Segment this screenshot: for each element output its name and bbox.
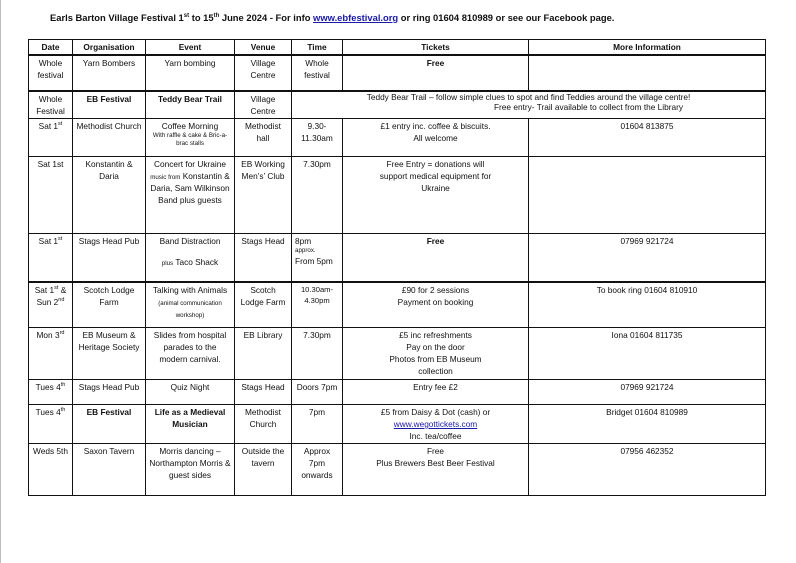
table-row <box>29 91 766 119</box>
title-sup: st <box>183 12 190 19</box>
venue-cell: Village Centre <box>235 55 292 91</box>
venue-cell: EB Library <box>235 328 292 380</box>
time-cell: 9.30-11.30am <box>292 119 343 157</box>
event-note: With raffle & cake & Bric-a-brac stalls <box>152 132 228 148</box>
venue-cell: Stags Head <box>235 234 292 282</box>
event-extra <box>149 256 231 268</box>
date-cell: Whole festival <box>29 55 73 91</box>
date-sup: st <box>54 284 59 291</box>
col-header-organisation: Organisation <box>73 40 146 56</box>
table-row <box>29 234 766 282</box>
organisation-cell: Methodist Church <box>73 119 146 157</box>
venue-cell: EB Working Men’s’ Club <box>235 157 292 234</box>
title-sup: th <box>213 12 220 19</box>
event-cell <box>146 157 235 234</box>
time-cell: 7.30pm <box>292 157 343 234</box>
organisation-cell: EB Festival <box>73 91 146 119</box>
tickets-cell <box>343 282 529 328</box>
table-row <box>29 55 766 91</box>
venue-cell: Methodist hall <box>235 119 292 157</box>
info-cell <box>529 55 766 91</box>
event-cell <box>146 119 235 157</box>
col-header-more-information: More Information <box>529 40 766 56</box>
merged-info-line: Free entry- Trail available to collect from the Library <box>493 101 684 112</box>
date-text: Tues 4 <box>35 382 61 393</box>
date-cell <box>29 119 73 157</box>
tickets-cell: Free <box>343 55 529 91</box>
time-cell: 10.30am-4.30pm <box>292 282 343 328</box>
organisation-cell: EB Festival <box>73 405 146 444</box>
event-cell: Teddy Bear Trail <box>146 91 235 119</box>
date-cell <box>29 282 73 328</box>
col-header-event: Event <box>146 40 235 56</box>
title-text: to 15 <box>189 12 214 23</box>
date-cell <box>29 234 73 282</box>
time-cell: 7pm <box>292 405 343 444</box>
event-title: Coffee Morning <box>161 121 219 132</box>
tickets-text: Photos from EB Museum collection <box>389 354 482 377</box>
tickets-text: £1 entry inc. coffee & biscuits. <box>380 121 491 132</box>
col-header-date: Date <box>29 40 73 56</box>
date-text: Mon 3 <box>36 330 60 341</box>
organisation-cell: Stags Head Pub <box>73 380 146 405</box>
date-cell <box>29 328 73 380</box>
page-edge <box>0 0 1 563</box>
organisation-cell: Konstantin & Daria <box>73 157 146 234</box>
venue-cell: Village Centre <box>235 91 292 119</box>
col-header-venue: Venue <box>235 40 292 56</box>
website-link[interactable]: www.ebfestival.org <box>313 12 399 23</box>
tickets-text: Payment on booking <box>397 296 474 307</box>
time-cell: 7.30pm <box>292 328 343 380</box>
date-cell: Whole Festival <box>29 91 73 119</box>
tickets-text: £5 inc refreshments <box>399 330 472 341</box>
date-sup: st <box>58 236 63 243</box>
event-cell: Morris dancing – Northampton Morris & guest sides <box>146 444 235 496</box>
title-text: June 2024 - For info <box>219 12 314 23</box>
date-text: Sat 1 <box>38 121 59 132</box>
tickets-text: Pay on the door <box>406 342 465 353</box>
date-cell: Sat 1st <box>29 157 73 234</box>
event-title: Konstantin & Daria, Sam Wilkinson Band plus guests <box>150 171 230 206</box>
tickets-text: Plus Brewers Best Beer Festival <box>376 458 495 469</box>
tickets-cell: Free <box>343 234 529 282</box>
organisation-cell: Scotch Lodge Farm <box>73 282 146 328</box>
date-text: Sat 1 <box>34 284 55 295</box>
date-text: Sat 1 <box>38 236 59 247</box>
col-header-time: Time <box>292 40 343 56</box>
time-cell <box>292 234 343 282</box>
date-sup: th <box>60 407 66 414</box>
venue-cell: Stags Head <box>235 380 292 405</box>
title-text: or ring 01604 810989 or see our Facebook page. <box>398 12 615 23</box>
info-cell: Iona 01604 811735 <box>529 328 766 380</box>
venue-cell: Scotch Lodge Farm <box>235 282 292 328</box>
date-sup: st <box>58 121 63 128</box>
tickets-link[interactable]: www.wegottickets.com <box>393 419 478 430</box>
event-cell: Quiz Night <box>146 380 235 405</box>
col-header-tickets: Tickets <box>343 40 529 56</box>
time-note: approx. <box>295 247 316 255</box>
date-cell: Weds 5th <box>29 444 73 496</box>
time-text: From 5pm <box>295 256 333 267</box>
tickets-text: Free Entry = donations will support medical equipment for Ukraine <box>379 159 492 194</box>
tickets-cell <box>343 405 529 444</box>
date-sup: rd <box>59 330 65 337</box>
tickets-text: All welcome <box>413 133 458 144</box>
date-cell <box>29 380 73 405</box>
table-row <box>29 405 766 444</box>
event-cell <box>146 234 235 282</box>
event-cell: Life as a Medieval Musician <box>146 405 235 444</box>
event-note: (animal communication workshop) <box>158 299 222 319</box>
table-row <box>29 157 766 234</box>
time-cell: Approx 7pm onwards <box>292 444 343 496</box>
time-cell: Whole festival <box>292 55 343 91</box>
title-text: Earls Barton Village Festival 1 <box>50 12 184 23</box>
info-cell: To book ring 01604 810910 <box>529 282 766 328</box>
info-cell: 07956 462352 <box>529 444 766 496</box>
info-cell: Bridget 01604 810989 <box>529 405 766 444</box>
time-text: 8pm <box>295 236 312 247</box>
event-note: plus <box>161 260 174 268</box>
event-title: Talking with Animals <box>152 284 228 295</box>
table-row <box>29 282 766 328</box>
event-note: music from <box>150 174 181 182</box>
date-sup: nd <box>58 296 65 303</box>
info-cell: 07969 921724 <box>529 234 766 282</box>
event-title: Taco Shack <box>175 257 219 268</box>
event-cell: Yarn bombing <box>146 55 235 91</box>
venue-cell: Outside the tavern <box>235 444 292 496</box>
event-title: Band Distraction <box>159 236 221 247</box>
info-cell: 01604 813875 <box>529 119 766 157</box>
tickets-cell <box>343 119 529 157</box>
info-cell: 07969 921724 <box>529 380 766 405</box>
organisation-cell: Saxon Tavern <box>73 444 146 496</box>
tickets-cell <box>343 157 529 234</box>
date-cell <box>29 405 73 444</box>
time-cell: Doors 7pm <box>292 380 343 405</box>
table-header-row <box>29 40 766 56</box>
table-row <box>29 328 766 380</box>
tickets-cell: Entry fee £2 <box>343 380 529 405</box>
event-cell: Slides from hospital parades to the modern carnival. <box>146 328 235 380</box>
tickets-cell <box>343 328 529 380</box>
merged-info-cell <box>292 91 766 119</box>
date-text: Tues 4 <box>35 407 61 418</box>
table-row <box>29 380 766 405</box>
info-cell <box>529 157 766 234</box>
merged-info-line: Teddy Bear Trail – follow simple clues to spot and find Teddies around the village centre! <box>366 92 691 103</box>
table-row <box>29 444 766 496</box>
event-title: Concert for Ukraine <box>154 159 226 170</box>
date-sup: th <box>60 382 66 389</box>
tickets-text: £90 for 2 sessions <box>401 284 470 295</box>
venue-cell: Methodist Church <box>235 405 292 444</box>
page-title <box>50 12 614 23</box>
tickets-text: £5 from Daisy & Dot (cash) or <box>380 407 491 418</box>
event-cell <box>146 282 235 328</box>
tickets-text: Free <box>426 446 445 457</box>
organisation-cell: Yarn Bombers <box>73 55 146 91</box>
events-table <box>28 39 766 496</box>
organisation-cell: Stags Head Pub <box>73 234 146 282</box>
organisation-cell: EB Museum & Heritage Society <box>73 328 146 380</box>
date-text: & Sun 2 <box>36 284 67 307</box>
tickets-text: Inc. tea/coffee <box>409 431 462 442</box>
tickets-cell <box>343 444 529 496</box>
table-row <box>29 119 766 157</box>
